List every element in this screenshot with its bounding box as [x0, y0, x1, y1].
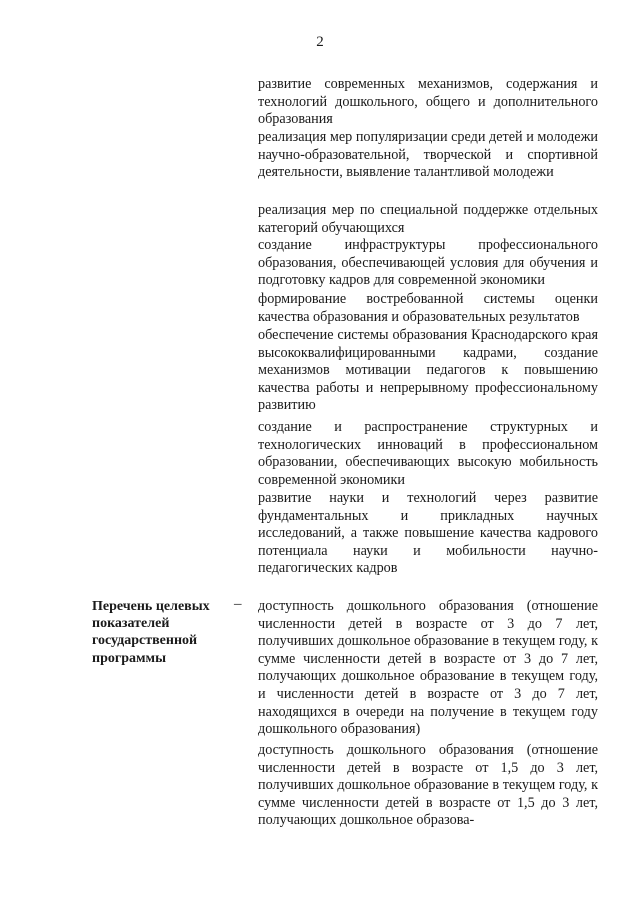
- goal-item-2: реализация мер популяризации среди детей и молодежи научно-образовательной, творческой и спортивной деятельности, выявление талантливой молодежи: [258, 129, 598, 181]
- goal-item-4: создание инфраструктуры профессионального образования, обеспечивающей условия для обучения и подготовку кадров для современной экономики: [258, 237, 598, 289]
- goal-item-5: формирование востребованной системы оценки качества образования и образовательных результатов: [258, 291, 598, 325]
- goal-item-1: развитие современных механизмов, содержания и технологий дошкольного, общего и дополнительного образования: [258, 76, 598, 128]
- goal-item-3: реализация мер по специальной поддержке отдельных категорий обучающихся: [258, 202, 598, 236]
- label-dash: –: [234, 596, 242, 612]
- indicator-item-2: доступность дошкольного образования (отношение численности детей в возрасте от 1,5 до 3 лет, получивших дошкольное образование в текущем году, к сумме численности детей в возрасте от 1,5 до 3 лет, получающих дошкольное образова-: [258, 742, 598, 829]
- indicators-label: Перечень целевых показателей государственной программы: [92, 599, 210, 666]
- page-number: 2: [316, 34, 324, 50]
- indicator-item-1: доступность дошкольного образования (отношение численности детей в возрасте от 3 до 7 лет, получивших дошкольное образование в текущем году, к сумме численности детей в возрасте от 3 до 7 лет, получающих дошкольное образование в текущем году, и численности детей в возрасте от 3 до 7 лет, находящихся в очереди на получение в текущем году дошкольного образования): [258, 598, 598, 738]
- goal-item-8: развитие науки и технологий через развитие фундаментальных и прикладных научных исследований, а также повышение качества кадрового потенциала науки и мобильности научно-педагогических кадров: [258, 490, 598, 577]
- goal-item-6: обеспечение системы образования Краснодарского края высококвалифицированными кадрами, создание механизмов мотивации педагогов к повышению качества работы и непрерывному профессиональному развитию: [258, 327, 598, 414]
- goal-item-7: создание и распространение структурных и технологических инноваций в профессиональном образовании, обеспечивающих высокую мобильность современной экономики: [258, 419, 598, 488]
